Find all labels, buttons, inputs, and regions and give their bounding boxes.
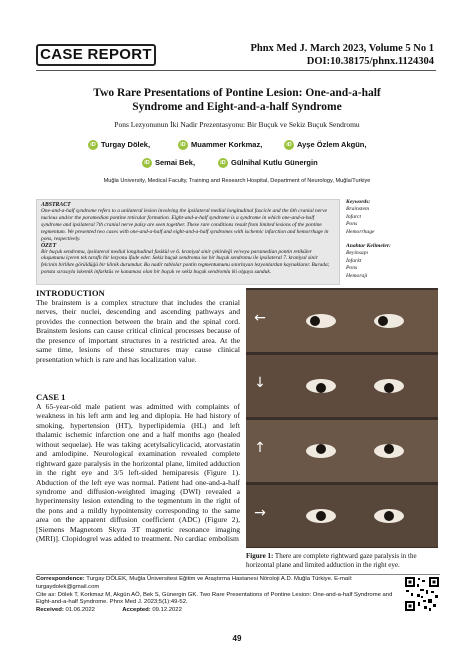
orcid-icon[interactable]: iD bbox=[218, 158, 228, 168]
page-number: 49 bbox=[232, 634, 242, 643]
author-5 bbox=[218, 158, 318, 168]
accepted-date: 09.12.2022 bbox=[150, 607, 182, 614]
author-name: Turgay Dölek, bbox=[101, 140, 151, 149]
correspondence bbox=[36, 576, 402, 592]
accepted-label: Accepted: bbox=[122, 607, 151, 614]
author-4 bbox=[142, 158, 195, 168]
arrow-up-icon: ↑ bbox=[254, 440, 266, 456]
correspondence-text: Turgay DÖLEK, Muğla Üniversitesi Eğitim ve Araştırma Hastanesi Nöroloji A.D. Muğla Türkiye. E-mail: turgaydolek@gmail.com bbox=[36, 576, 353, 590]
gaze-panel-right bbox=[246, 485, 438, 547]
keyword-tr: Pons bbox=[346, 265, 358, 272]
footer-rule bbox=[36, 574, 440, 575]
author-1 bbox=[88, 140, 150, 150]
keywords-tr-heading: Anahtar Kelimeler: bbox=[346, 243, 391, 250]
introduction-text: The brainstem is a complex structure that includes the cranial nerves, their nuclei, descending and ascending pathways and provides the connection between the brain and the spinal cord. Brainstem lesions can cause critical clinical processes because of the presence of important structures in a restricted area. At the same time, lesions of these structures may cause clinical presentation which is rare and has localization value. bbox=[36, 298, 240, 364]
dates bbox=[36, 607, 402, 615]
eye-icon bbox=[374, 379, 404, 393]
ozet-text: Bir buçuk sendromu, ipsilateral medial longitudinal fasikül ve 6. kraniyal sinir çekirdeği ve/veya paramedian pontin retiküler oluşumunu içeren tek taraflı bir lezyonu ifade eder. Sekiz buçuk sendromu ise bir buçuk sendromu ile ipsilateral 7. kraniyal sinir felcinin birlikte görüldüğü bir klinik durumdur. Bu nadir tablolar pontin tegmentumunu sınırlayan lezyonlardan kaynaklanır. Burada; ponsta sırasıyla iskemik infarktüs ve kanaması olan bir buçuk ve sekiz buçuk sendromlu iki olguyu sunduk. bbox=[41, 248, 330, 276]
keyword-tr: Beyinsapı bbox=[346, 250, 369, 257]
author-name: Muammer Korkmaz, bbox=[191, 140, 263, 149]
correspondence-label: Correspondence: bbox=[36, 576, 85, 582]
keyword: Brainstem bbox=[346, 206, 369, 213]
author-name: Semai Bek, bbox=[155, 158, 196, 167]
author-2 bbox=[178, 140, 262, 150]
qr-code-icon[interactable] bbox=[404, 576, 440, 612]
ozet-heading: ÖZET bbox=[41, 242, 57, 249]
arrow-right-icon: → bbox=[254, 505, 266, 521]
gaze-panel-left bbox=[246, 290, 438, 352]
keywords-panel bbox=[346, 199, 438, 280]
eye-icon bbox=[306, 509, 336, 523]
affiliation: Muğla University, Medical Faculty, Training and Research Hospital, Department of Neurology, Muğla/Turkiye bbox=[103, 178, 371, 184]
turkish-title: Pons Lezyonunun İki Nadir Prezentasyonu: Bir Buçuk ve Sekiz Buçuk Sendromu bbox=[114, 120, 360, 129]
journal-info bbox=[250, 42, 434, 68]
header-rule bbox=[36, 70, 436, 71]
keyword: Hemorrhage bbox=[346, 228, 375, 235]
keyword-tr: İnfarkt bbox=[346, 257, 362, 264]
gaze-panel-down bbox=[246, 355, 438, 417]
keyword: Infarct bbox=[346, 213, 362, 220]
keyword-tr: Hemoraji bbox=[346, 272, 368, 279]
title-line-1: Two Rare Presentations of Pontine Lesion: One-and-a-half bbox=[93, 87, 381, 99]
received-label: Received: bbox=[36, 607, 64, 614]
author-3 bbox=[284, 140, 366, 150]
caption-label: Figure 1: bbox=[246, 552, 274, 560]
orcid-icon[interactable]: iD bbox=[142, 158, 152, 168]
figure-1-caption bbox=[246, 552, 440, 569]
figure-1-eye-photos bbox=[246, 288, 438, 548]
journal-doi: DOI:10.38175/phnx.1124304 bbox=[306, 56, 434, 67]
author-name: Ayşe Özlem Akgün, bbox=[297, 140, 367, 149]
gaze-panel-up bbox=[246, 420, 438, 482]
article-title bbox=[30, 86, 444, 114]
eye-icon bbox=[306, 444, 336, 458]
author-name: Gülnihal Kutlu Günergin bbox=[231, 158, 318, 167]
case1-heading: CASE 1 bbox=[36, 392, 66, 402]
eye-icon bbox=[374, 314, 404, 328]
keywords-heading: Keywords: bbox=[346, 199, 371, 205]
cite-as: Cite as: Dölek T, Korkmaz M, Akgün AÖ, Bek S, Günergin GK. Two Rare Presentations of Pontine Lesion: One-and-a-half Syndrome and Eight-and-a-half Syndrome. Phnx Med J. 2023;5(1):49-52. bbox=[36, 591, 393, 606]
eye-icon bbox=[306, 314, 336, 328]
arrow-left-icon: ← bbox=[254, 310, 266, 326]
received-date: 01.06.2022 bbox=[63, 607, 95, 614]
eye-icon bbox=[374, 509, 404, 523]
abstract-text: One-and-a-half syndrome refers to a unilateral lesion involving the ipsilateral medial longitudinal fascicle and the 6th cranial nerve nucleus and/or the paramedian pontine reticular formation. Eight-and-a-half syndrome is a syndrome in which one-and-a-half syndrome and ipsilateral 7th cranial nerve palsy are seen together. These rare conditions result from limited lesions of the pontine tegmentum. We presented two cases with one-and-a-half and eight-and-a-half syndromes with ischemic infarction and hemorrhage in pons, respectively. bbox=[41, 208, 329, 242]
case-report-badge: CASE REPORT bbox=[36, 44, 156, 66]
journal-issue: Phnx Med J. March 2023, Volume 5 No 1 bbox=[250, 43, 434, 54]
orcid-icon[interactable]: iD bbox=[284, 140, 294, 150]
arrow-down-icon: ↓ bbox=[254, 375, 266, 391]
introduction-heading: INTRODUCTION bbox=[36, 288, 105, 298]
keyword: Pons bbox=[346, 221, 358, 228]
footer bbox=[36, 576, 402, 615]
abstract-box bbox=[36, 199, 340, 285]
eye-icon bbox=[306, 379, 336, 393]
abstract-heading: ABSTRACT bbox=[41, 202, 71, 208]
orcid-icon[interactable]: iD bbox=[88, 140, 98, 150]
orcid-icon[interactable]: iD bbox=[178, 140, 188, 150]
caption-text: There are complete rightward gaze paralysis in the horizontal plane and limited adduction in the right eye. bbox=[246, 552, 417, 569]
title-line-2: Syndrome and Eight-and-a-half Syndrome bbox=[132, 101, 342, 113]
case1-text: A 65-year-old male patient was admitted with complaints of weakness in his left arm and leg and diplopia. He had history of smoking, hypertension (HT), hyperlipidemia (HL) and left thalamic ischemic infarction one and a half months ago (healed without sequelae). He was taking acetylsalicylicacid, atorvastatin and amlodipine. Neurological examination revealed complete rightward gaze paralysis in the horizontal plane, limited adduction in the right eye and 3/5 left-sided hemiparesis (Figure 1). Abduction of the left eye was normal. Patient had one-and-a-half syndrome and diffusion-weighted imaging (DWI) revealed a hyperintensity lesion extending to the tegmentum in the right of the pons and a mildly hypointensity corresponding to the same area on the apparent diffusion coefficient (ADC) (Figure 2), [Siemens Magnetom Skyra 3T magnetic resonance imaging (MRI)]. Clopidogrel was added to treatment. No cardiac embolism bbox=[36, 402, 240, 544]
eye-icon bbox=[374, 444, 404, 458]
